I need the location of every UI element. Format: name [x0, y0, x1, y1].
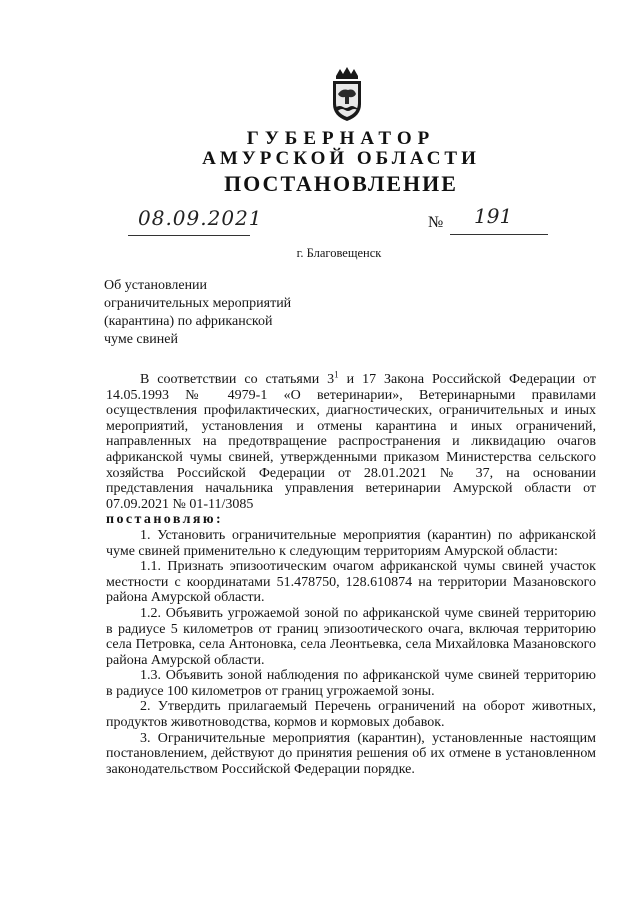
item-paragraph: 2. Утвердить прилагаемый Перечень ограничений на оборот животных, продуктов животноводства, кормов и кормовых добавок. [106, 699, 596, 731]
subject-line: Об установлении [104, 278, 208, 293]
document-number: 191 [474, 204, 513, 228]
preamble-superscript: 1 [334, 369, 339, 380]
document-subject [104, 277, 291, 349]
document-date: 08.09.2021 [138, 206, 263, 230]
subject-line: чуме свиней [104, 332, 178, 347]
document-body [106, 369, 596, 777]
item-paragraph: 1.3. Объявить зоной наблюдения по африканской чуме свиней территорию в радиусе 100 километров от границ угрожаемой зоны. [106, 668, 596, 699]
document-type: ПОСТАНОВЛЕНИЕ [224, 171, 458, 196]
preamble-rest: и 17 Закона Российской Федерации от 14.05.1993 № 4979-1 «О ветеринарии», Ветеринарными правилами осуществления профилактических, диагностических, ограничительных и иных мероприятий, установления и отмены карантина и иных ограничений, направленных на предотвращение распространения и ликвидацию очагов африканской чумы свиней, утвержденными приказом Министерства сельского хозяйства Российской Федерации от 28.01.2021 № 37, на основании представления начальника управления ветеринарии Амурской области от 07.09.2021 № 01-11/3085 [106, 372, 596, 512]
city: г. Благовещенск [296, 246, 382, 260]
resolve-word: постановляю: [106, 512, 224, 528]
item-paragraph: 1.2. Объявить угрожаемой зоной по африканской чуме свиней территорию в радиусе 5 километров от границ эпизоотического очага, включая территорию села Петровка, села Антоновка, села Леонтьевка, села Михайловка Мазановского района Амурской области. [106, 605, 596, 668]
header-region: АМУРСКОЙ ОБЛАСТИ [202, 148, 480, 169]
header-title: ГУБЕРНАТОР [246, 128, 436, 149]
item-paragraph: 3. Ограничительные мероприятия (карантин), установленные настоящим постановлением, действуют до принятия решения об их отмене в установленном законодательством Российской Федерации порядке. [106, 730, 596, 777]
item-paragraph: 1. Установить ограничительные мероприятия (карантин) по африканской чуме свиней применительно к следующим территориям Амурской области: [106, 527, 596, 559]
item-paragraph: 1.1. Признать эпизоотическим очагом африканской чумы свиней участок местности с координатами 51.478750, 128.610874 на территории Мазановского района Амурской области. [106, 559, 596, 606]
subject-line: ограничительных мероприятий [104, 296, 292, 311]
subject-line: (карантина) по африканской [104, 314, 273, 329]
preamble-paragraph [106, 369, 596, 512]
coat-of-arms-icon [327, 66, 367, 122]
preamble-start: В соответствии со статьями 3 [140, 372, 335, 387]
number-label: № [428, 214, 444, 231]
